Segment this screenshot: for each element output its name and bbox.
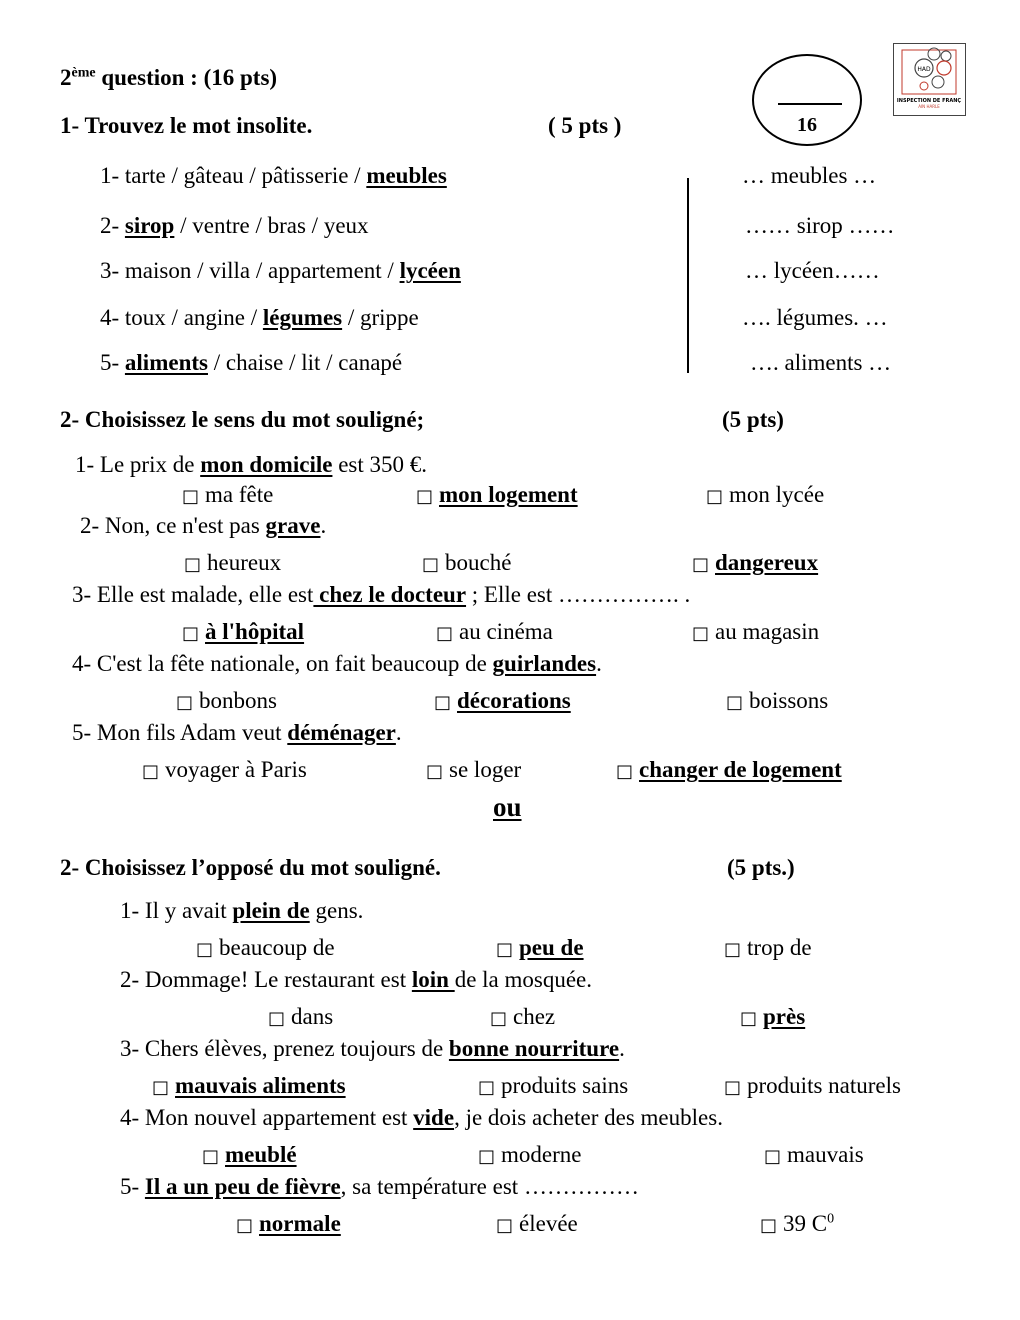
checkbox-icon[interactable]: □ bbox=[726, 692, 744, 713]
degree-sup: 0 bbox=[827, 1211, 835, 1227]
s3-q5-option-1[interactable]: □ normale bbox=[236, 1211, 341, 1236]
s3-q3-option-3[interactable]: □ produits naturels bbox=[724, 1073, 901, 1098]
checkbox-icon[interactable]: □ bbox=[416, 486, 434, 507]
checkbox-icon[interactable]: □ bbox=[478, 1146, 496, 1167]
s2-q2-option-1[interactable]: □ heureux bbox=[184, 550, 282, 575]
s1-item-1: 1- tarte / gâteau / pâtisserie / meubles bbox=[100, 163, 447, 188]
s1-item-1-answer: meubles bbox=[366, 163, 447, 188]
question-heading: 2ème question : (16 pts) bbox=[60, 65, 278, 90]
checkbox-icon[interactable]: □ bbox=[434, 692, 452, 713]
s3-q3-word: bonne nourriture bbox=[448, 1036, 620, 1061]
s2-q4-option-3[interactable]: □ boissons bbox=[726, 688, 829, 713]
s2-q1-word: mon domicile bbox=[200, 452, 333, 477]
checkbox-icon[interactable]: □ bbox=[616, 761, 634, 782]
checkbox-icon[interactable]: □ bbox=[478, 1077, 496, 1098]
s3-q1-option-2[interactable]: □ peu de bbox=[496, 935, 584, 960]
s2-q4-option-2[interactable]: □ décorations bbox=[434, 688, 571, 713]
logo-bottom-sub: AIN HARLE bbox=[918, 104, 940, 109]
score-circle bbox=[752, 54, 862, 146]
score-value: 16 bbox=[797, 114, 817, 136]
checkbox-icon[interactable]: □ bbox=[202, 1146, 220, 1167]
s3-q1-word: plein de bbox=[232, 898, 310, 923]
s1-answer-3: … lycéen…… bbox=[745, 258, 880, 283]
s3-q2-option-3[interactable]: □ près bbox=[740, 1004, 806, 1029]
s2-q4-word: guirlandes bbox=[492, 651, 597, 676]
s2-q1-option-3[interactable]: □ mon lycée bbox=[706, 482, 825, 507]
section1-title: 1- Trouvez le mot insolite. bbox=[60, 113, 313, 138]
checkbox-icon[interactable]: □ bbox=[496, 939, 514, 960]
s2-q3-option-1[interactable]: □ à l'hôpital bbox=[182, 619, 305, 644]
s2-q3-option-3[interactable]: □ au magasin bbox=[692, 619, 820, 644]
s2-q4-option-1[interactable]: □ bonbons bbox=[176, 688, 277, 713]
checkbox-icon[interactable]: □ bbox=[724, 1077, 742, 1098]
s2-question-3: 3- Elle est malade, elle est chez le docteur ; Elle est ……………. . bbox=[72, 582, 691, 607]
s1-answer-5: …. aliments … bbox=[750, 350, 892, 375]
s1-item-2-answer: sirop bbox=[124, 213, 175, 238]
s1-item-3-answer: lycéen bbox=[399, 258, 461, 283]
s3-question-4: 4- Mon nouvel appartement est vide, je dois acheter des meubles. bbox=[120, 1105, 723, 1130]
checkbox-icon[interactable]: □ bbox=[176, 692, 194, 713]
section2-title: 2- Choisissez le sens du mot souligné; bbox=[60, 407, 425, 432]
checkbox-icon[interactable]: □ bbox=[422, 554, 440, 575]
section1-points: ( 5 pts ) bbox=[548, 113, 622, 138]
s2-q1-option-1[interactable]: □ ma fête bbox=[182, 482, 274, 507]
checkbox-icon[interactable]: □ bbox=[692, 554, 710, 575]
s2-q2-option-3[interactable]: □ dangereux bbox=[692, 550, 819, 575]
s3-q4-word: vide bbox=[413, 1105, 455, 1130]
section2-points: (5 pts) bbox=[722, 407, 784, 432]
checkbox-icon[interactable]: □ bbox=[490, 1008, 508, 1029]
logo-bottom-text: INSPECTION DE FRANÇ bbox=[896, 98, 962, 104]
checkbox-icon[interactable]: □ bbox=[236, 1215, 254, 1236]
s3-q3-option-1[interactable]: □ mauvais aliments bbox=[152, 1073, 346, 1098]
s2-q2-word: grave bbox=[265, 513, 321, 538]
s3-q4-option-3[interactable]: □ mauvais bbox=[764, 1142, 864, 1167]
s2-question-4: 4- C'est la fête nationale, on fait beaucoup de guirlandes. bbox=[72, 651, 602, 676]
logo-graphic bbox=[894, 44, 964, 114]
s2-question-2: 2- Non, ce n'est pas grave. bbox=[80, 513, 327, 538]
s2-q2-option-2[interactable]: □ bouché bbox=[422, 550, 512, 575]
s1-item-5: 5- aliments / chaise / lit / canapé bbox=[100, 350, 403, 375]
logo-center-text: HAD bbox=[917, 66, 931, 73]
s3-q2-option-2[interactable]: □ chez bbox=[490, 1004, 556, 1029]
s2-q5-word: déménager bbox=[287, 720, 396, 745]
s3-q1-option-1[interactable]: □ beaucoup de bbox=[196, 935, 335, 960]
checkbox-icon[interactable]: □ bbox=[764, 1146, 782, 1167]
checkbox-icon[interactable]: □ bbox=[436, 623, 454, 644]
s2-q5-option-3[interactable]: □ changer de logement bbox=[616, 757, 842, 782]
s3-q5-option-3[interactable]: □ 39 $C^0$ bbox=[760, 1211, 835, 1236]
s1-item-4: 4- toux / angine / légumes / grippe bbox=[100, 305, 419, 330]
s2-q1-option-2[interactable]: □ mon logement bbox=[416, 482, 578, 507]
s2-q3-word: chez le docteur bbox=[313, 582, 467, 607]
checkbox-icon[interactable]: □ bbox=[740, 1008, 758, 1029]
s1-item-2: 2- sirop / ventre / bras / yeux bbox=[100, 213, 369, 238]
s3-q2-word: loin bbox=[411, 967, 455, 992]
or-separator: ou bbox=[493, 792, 522, 822]
s3-q5-option-2[interactable]: □ élevée bbox=[496, 1211, 578, 1236]
checkbox-icon[interactable]: □ bbox=[496, 1215, 514, 1236]
s3-question-1: 1- Il y avait plein de gens. bbox=[120, 898, 364, 923]
inspection-logo bbox=[893, 43, 966, 116]
s2-q5-option-1[interactable]: □ voyager à Paris bbox=[142, 757, 307, 782]
checkbox-icon[interactable]: □ bbox=[268, 1008, 286, 1029]
s3-q1-option-3[interactable]: □ trop de bbox=[724, 935, 812, 960]
checkbox-icon[interactable]: □ bbox=[182, 486, 200, 507]
s3-question-3: 3- Chers élèves, prenez toujours de bonne nourriture. bbox=[120, 1036, 625, 1061]
checkbox-icon[interactable]: □ bbox=[142, 761, 160, 782]
s3-q3-option-2[interactable]: □ produits sains bbox=[478, 1073, 629, 1098]
score-line bbox=[778, 103, 842, 105]
checkbox-icon[interactable]: □ bbox=[182, 623, 200, 644]
checkbox-icon[interactable]: □ bbox=[426, 761, 444, 782]
s2-q3-option-2[interactable]: □ au cinéma bbox=[436, 619, 553, 644]
s2-question-5: 5- Mon fils Adam veut déménager. bbox=[72, 720, 402, 745]
s3-q4-option-1[interactable]: □ meublé bbox=[202, 1142, 297, 1167]
s3-question-2: 2- Dommage! Le restaurant est loin de la mosquée. bbox=[120, 967, 593, 992]
section3-points: (5 pts.) bbox=[727, 855, 795, 880]
s2-question-1: 1- Le prix de mon domicile est 350 €. bbox=[75, 452, 427, 477]
s1-item-4-answer: légumes bbox=[262, 305, 343, 330]
s1-item-5-answer: aliments bbox=[124, 350, 208, 375]
s1-answer-2: …… sirop …… bbox=[745, 213, 895, 238]
s3-q5-word: Il a un peu de fièvre bbox=[144, 1174, 341, 1199]
s3-q2-option-1[interactable]: □ dans bbox=[268, 1004, 334, 1029]
s2-q5-option-2[interactable]: □ se loger bbox=[426, 757, 522, 782]
checkbox-icon[interactable]: □ bbox=[724, 939, 742, 960]
answer-divider bbox=[687, 178, 689, 373]
section3-title: 2- Choisissez l’opposé du mot souligné. bbox=[60, 855, 441, 880]
checkbox-icon[interactable]: □ bbox=[692, 623, 710, 644]
s1-answer-1: … meubles … bbox=[742, 163, 877, 188]
checkbox-icon[interactable]: □ bbox=[760, 1215, 778, 1236]
s1-answer-4: …. légumes. … bbox=[742, 305, 888, 330]
checkbox-icon[interactable]: □ bbox=[706, 486, 724, 507]
s3-question-5: 5- Il a un peu de fièvre, sa température est …………… bbox=[120, 1174, 639, 1199]
s1-item-3: 3- maison / villa / appartement / lycéen bbox=[100, 258, 461, 283]
s3-q4-option-2[interactable]: □ moderne bbox=[478, 1142, 582, 1167]
checkbox-icon[interactable]: □ bbox=[152, 1077, 170, 1098]
checkbox-icon[interactable]: □ bbox=[196, 939, 214, 960]
checkbox-icon[interactable]: □ bbox=[184, 554, 202, 575]
